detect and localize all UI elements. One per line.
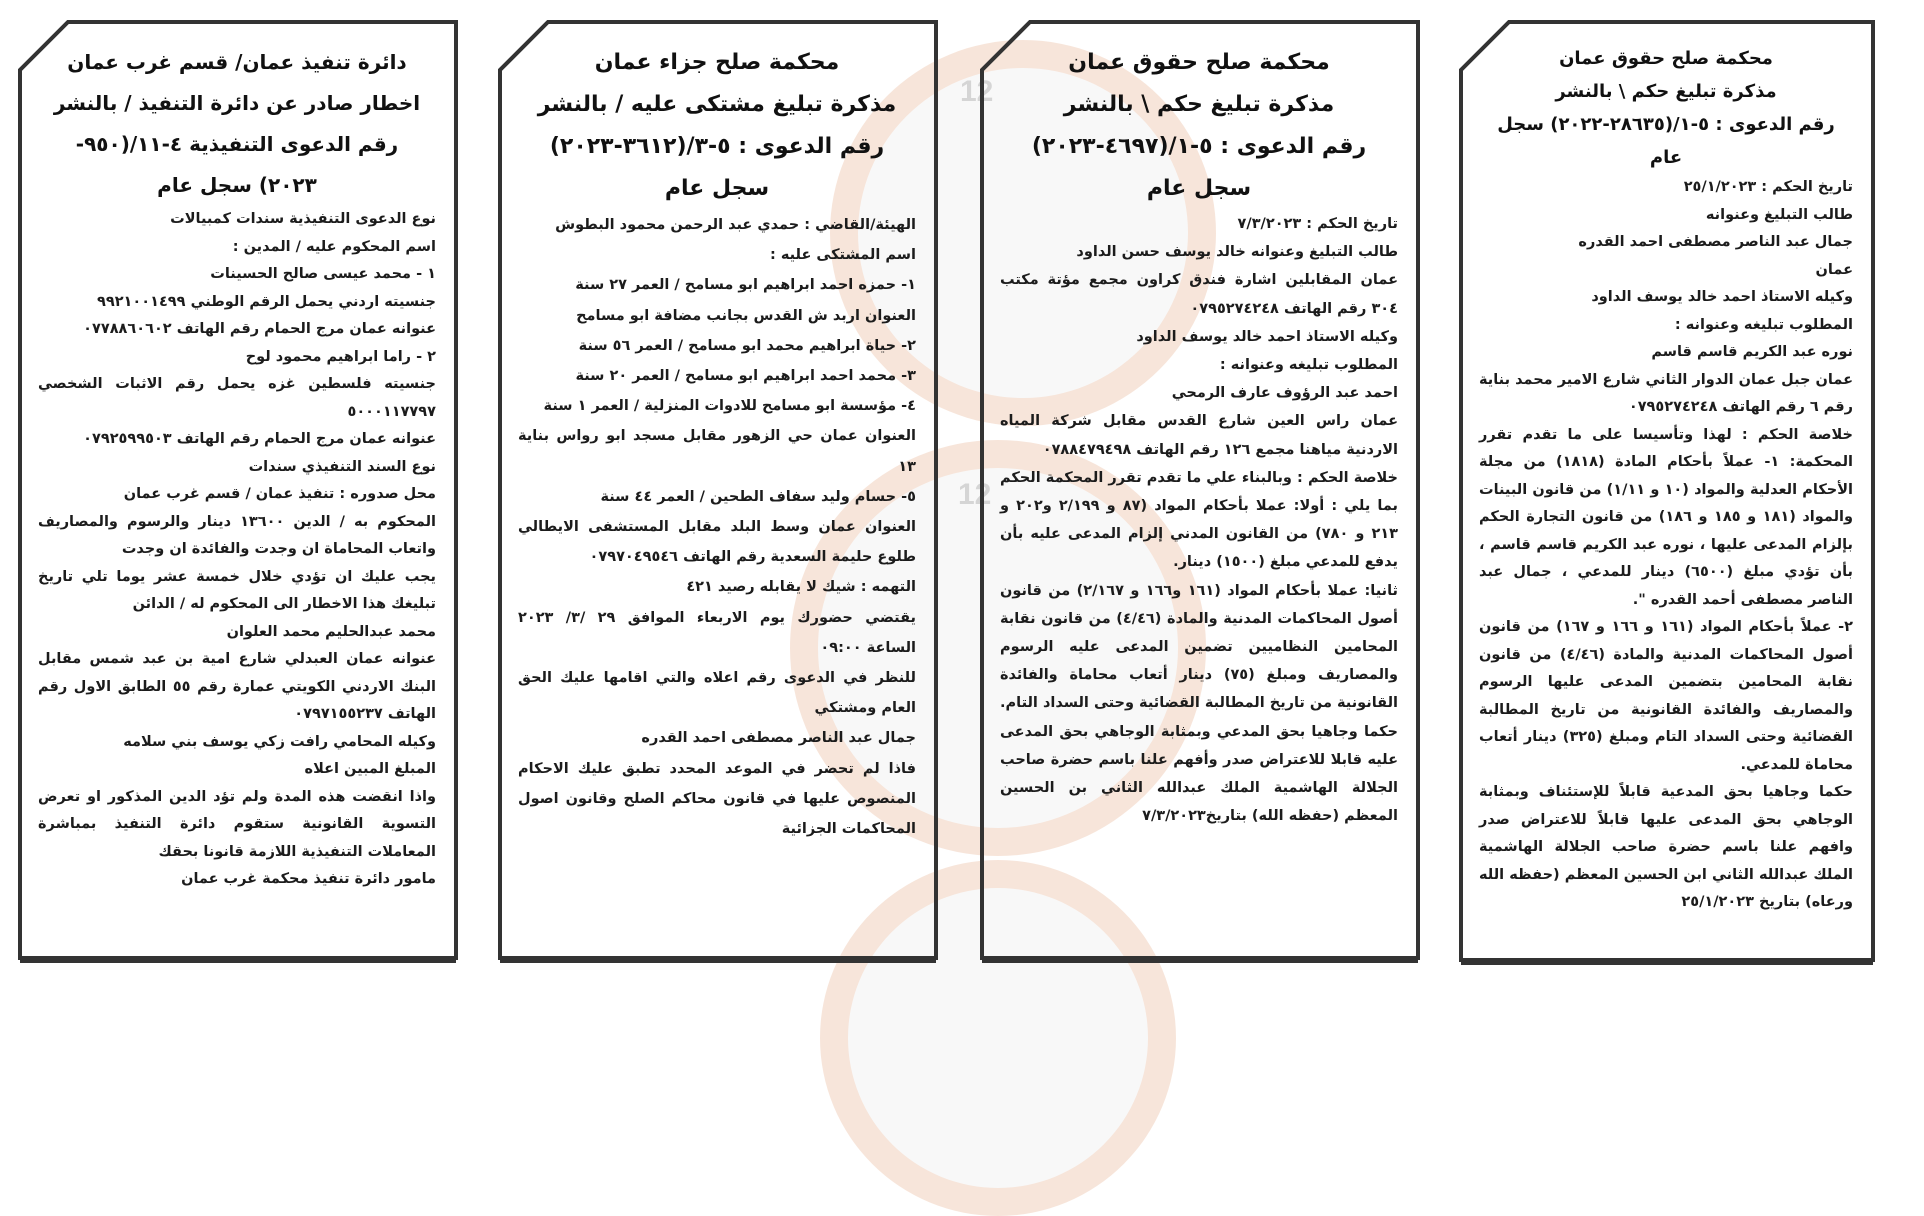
- body-line: الهيئة/القاضي : حمدي عبد الرحمن محمود البطوش: [555, 217, 916, 233]
- body-line: اسم المشتكى عليه :: [770, 247, 916, 264]
- notice-heading: [38, 42, 436, 206]
- body-line: عنوانه عمان مرج الحمام رقم الهاتف ٠٧٧٨٨٦٠٦٠٢: [83, 321, 436, 337]
- body-line: اسم المحكوم عليه / المدين :: [232, 238, 436, 255]
- heading-line: محكمة صلح حقوق عمان: [1068, 50, 1330, 75]
- body-line: ٤- مؤسسة ابو مسامح للادوات المنزلية / العمر ١ سنة: [543, 398, 916, 415]
- body-line: ١- حمزه احمد ابراهيم ابو مسامح / العمر ٢٧ سنة: [575, 277, 916, 294]
- notice-content: [38, 42, 436, 950]
- notice-criminal-court: [498, 20, 938, 964]
- body-line: جنسيته فلسطين غزه يحمل رقم الاثبات الشخصي ٥٠٠٠١١٧٧٩٧: [38, 376, 436, 420]
- body-line: عمان: [1815, 261, 1853, 278]
- body-line: احمد عبد الرؤوف عارف الرمحي: [1171, 385, 1398, 402]
- body-line: للنظر في الدعوى رقم اعلاه والتي اقامها عليك الحق العام ومشتكي: [518, 670, 916, 717]
- body-line: وكيله المحامي رافت زكي يوسف بني سلامه: [123, 733, 436, 750]
- body-line: محمد عبدالحليم محمد العلوان: [226, 623, 436, 640]
- body-line: جمال عبد الناصر مصطفى احمد القدره: [1578, 234, 1853, 250]
- body-line: العنوان عمان حي الزهور مقابل مسجد ابو رواس بناية ١٣: [518, 428, 916, 475]
- notice-content: [518, 42, 916, 950]
- body-line: ٣- محمد احمد ابراهيم ابو مسامح / العمر ٢٠ سنة: [575, 368, 916, 385]
- body-line: نوع الدعوى التنفيذية سندات كمبيالات: [170, 211, 436, 227]
- body-line: التهمه : شيك لا يقابله رصيد ٤٢١: [686, 579, 916, 596]
- body-line: تاريخ الحكم : ٢٥/١/٢٠٢٣: [1683, 179, 1853, 195]
- body-line: محل صدوره : تنفيذ عمان / قسم غرب عمان: [123, 486, 436, 502]
- body-line: ثانيا: عملا بأحكام المواد (١٦١ و١٦٦ و ٢/١٦٧) من قانون أصول المحاكمات المدنية والمادة (٤/٤٦) من قانون نقابة المحامين النظاميين تضمين المدعى عليه الرسوم والمصاريف ومبلغ (٧٥) دينار أتعاب محاماة والفائدة القانونية من تاريخ المطالبة القضائية وحتى السداد التام.: [999, 582, 1398, 712]
- body-line: العنوان عمان وسط البلد مقابل المستشفى الايطالي طلوع حليمة السعدية رقم الهاتف ٠٧٩٧٠٤٩٥٤٦: [518, 519, 916, 566]
- body-line: خلاصة الحكم : وبالبناء علي ما تقدم تقرر المحكمة الحكم بما يلي : أولا: عملا بأحكام المواد (٨٧ و ٢/١٩٩ و٢٠٢ و ٢١٣ و ٧٨٠) من القانون المدني إلزام المدعى عليه بأن يدفع للمدعي مبلغ (١٥٠٠) دينار.: [1000, 469, 1399, 571]
- heading-line: مذكرة تبليغ حكم \ بالنشر: [1063, 92, 1335, 117]
- body-line: المحكوم به / الدين ١٣٦٠٠ دينار والرسوم والمصاريف واتعاب المحاماة ان وجدت والفائدة ان وجدت: [38, 513, 437, 557]
- body-line: تاريخ الحكم : ٧/٣/٢٠٢٣: [1237, 216, 1398, 232]
- heading-line: سجل عام: [1146, 176, 1252, 201]
- heading-line: دائرة تنفيذ عمان/ قسم غرب عمان: [67, 50, 407, 74]
- notice-civil-court-4697: [980, 20, 1420, 964]
- body-line: وكيله الاستاذ احمد خالد يوسف الداود: [1136, 328, 1398, 345]
- watermark-numeral: 12: [958, 478, 992, 511]
- body-line: المطلوب تبليغه وعنوانه :: [1219, 357, 1398, 374]
- body-line: واذا انقضت هذه المدة ولم تؤد الدين المذكور او تعرض التسوية القانونية ستقوم دائرة التنفيذ بمباشرة المعاملات التنفيذية اللازمة قانونا بحقك: [38, 788, 436, 860]
- body-line: المبلغ المبين اعلاه: [304, 761, 436, 777]
- heading-line: سجل عام: [664, 176, 770, 201]
- heading-line: مذكرة تبليغ مشتكى عليه / بالنشر: [537, 92, 897, 117]
- body-line: وكيله الاستاذ احمد خالد يوسف الداود: [1591, 289, 1853, 305]
- body-line: نوره عبد الكريم قاسم قاسم: [1651, 344, 1853, 360]
- body-line: حكما وجاهيا بحق المدعي وبمثابة الوجاهي بحق المدعى عليه قابلا للاعتراض صدر وأفهم علنا باسم حضرة صاحب الجلالة الهاشمية الملك عبدالله الثاني بن الحسين المعظم (حفظه الله) بتاريخ٧/٣/٢٠٢٣: [1000, 723, 1398, 825]
- notice-content: [1000, 42, 1398, 950]
- heading-line: رقم الدعوى : ٥-٣/(٣٦١٢-٢٠٢٣): [549, 134, 885, 159]
- heading-line: محكمة صلح حقوق عمان: [1559, 48, 1773, 69]
- heading-line: رقم الدعوى التنفيذية ٤-١١/(٩٥٠-: [75, 132, 399, 156]
- body-line: المطلوب تبليغه وعنوانه :: [1674, 316, 1853, 333]
- body-line: عنوانه عمان مرج الحمام رقم الهاتف ٠٧٩٢٥٩٩٥٠٣: [83, 431, 436, 447]
- body-line: ٥- حسام وليد سفاف الطحين / العمر ٤٤ سنة: [600, 488, 916, 505]
- body-line: طالب التبليغ وعنوانه: [1705, 206, 1853, 223]
- notice-heading: [1000, 42, 1398, 210]
- body-line: يقتضي حضورك يوم الاربعاء الموافق ٢٩ /٣/ ٢٠٢٣ الساعة ٠٩:٠٠: [518, 609, 916, 656]
- notice-content: [1479, 42, 1853, 953]
- body-line: يجب عليك ان تؤدي خلال خمسة عشر يوما تلي تاريخ تبليغك هذا الاخطار الى المحكوم له / الدائن: [38, 568, 436, 612]
- watermark-numeral: 12: [960, 75, 994, 108]
- body-line: خلاصة الحكم : لهذا وتأسيسا على ما تقدم تقرر المحكمة: ١- عملاً بأحكام المادة (١٨١٨) من مجلة الأحكام العدلية والمواد (١٠ و ١/١١) من قانون البينات والمواد (١٨١ و ١٨٥ و ١٨٦) من قانون التجارة الحكم بإلزام المدعى عليها ، نوره عبد الكريم قاسم قاسم ، بأن تؤدي مبلغ (٦٥٠٠) دينار للمدعي ، جمال عبد الناصر مصطفى أحمد القدره ".: [1479, 426, 1854, 608]
- body-line: ١ - محمد عيسى صالح الحسينات: [210, 266, 436, 282]
- body-line: فاذا لم تحضر في الموعد المحدد تطبق عليك الاحكام المنصوص عليها في قانون محاكم الصلح وقانون اصول المحاكمات الجزائية: [518, 760, 916, 838]
- body-line: عنوانه عمان العبدلي شارع امية بن عبد شمس مقابل البنك الاردني الكويتي عمارة رقم ٥٥ الطابق الاول رقم الهاتف ٠٧٩٧١٥٥٢٣٧: [38, 651, 436, 722]
- notice-civil-court-28635: [1459, 20, 1875, 967]
- heading-line: مذكرة تبليغ حكم \ بالنشر: [1555, 81, 1777, 102]
- body-line: عمان المقابلين اشارة فندق كراون مجمع مؤتة مكتب ٣٠٤ رقم الهاتف ٠٧٩٥٢٧٤٢٤٨: [1000, 272, 1398, 317]
- notice-heading: [518, 42, 916, 210]
- heading-line: محكمة صلح جزاء عمان: [594, 50, 840, 75]
- notice-execution: [18, 20, 458, 964]
- body-line: ٢- عملاً بأحكام المواد (١٦١ و ١٦٦ و ١٦٧) من قانون أصول المحاكمات المدنية والمادة (٤/٤٦) من قانون نقابة المحامين بتضمين المدعى عليها الرسوم والمصاريف والفائدة القانونية من تاريخ المطالبة القضائية وحتى السداد التام ومبلغ (٣٢٥) دينار أتعاب محاماة للمدعي.: [1479, 619, 1853, 773]
- body-line: العنوان اربد ش القدس بجانب مضافة ابو مسامح: [576, 307, 916, 324]
- body-line: ٢ - راما ابراهيم محمود لوح: [245, 348, 436, 365]
- heading-line: رقم الدعوى : ٥-١/(٤٦٩٧-٢٠٢٣): [1031, 134, 1367, 159]
- body-line: جنسيته اردني يحمل الرقم الوطني ٩٩٢١٠٠١٤٩٩: [97, 293, 436, 310]
- heading-line: ٢٠٢٣) سجل عام: [157, 173, 317, 197]
- body-line: حكما وجاهيا بحق المدعية قابلاً للإستئناف وبمثابة الوجاهي بحق المدعى عليها قابلاً للاعتراض صدر وافهم علنا باسم حضرة صاحب الجلالة الهاشمية الملك عبدالله الثاني ابن الحسين المعظم (حفظه الله ورعاه) بتاريخ ٢٥/١/٢٠٢٣: [1479, 784, 1853, 910]
- body-line: طالب التبليغ وعنوانه خالد يوسف حسن الداود: [1076, 244, 1398, 261]
- body-line: عمان راس العين شارع القدس مقابل شركة المياه الاردنية مياهنا مجمع ١٢٦ رقم الهاتف ٠٧٨٨٤٧٩٤٩٨: [1000, 413, 1398, 458]
- body-line: جمال عبد الناصر مصطفى احمد القدره: [641, 730, 916, 747]
- notice-heading: [1479, 42, 1853, 174]
- heading-line: اخطار صادر عن دائرة التنفيذ / بالنشر: [53, 91, 421, 115]
- heading-line: رقم الدعوى : ٥-١/(٢٨٦٣٥-٢٠٢٢) سجل عام: [1497, 114, 1835, 168]
- signature-line: مامور دائرة تنفيذ محكمة غرب عمان: [181, 871, 436, 887]
- body-line: نوع السند التنفيذي سندات: [248, 458, 436, 475]
- body-line: ٢- حياة ابراهيم محمد ابو مسامح / العمر ٥٦ سنة: [578, 337, 916, 354]
- body-line: عمان جبل عمان الدوار الثاني شارع الامير محمد بناية رقم ٦ رقم الهاتف ٠٧٩٥٢٧٤٢٤٨: [1479, 371, 1853, 415]
